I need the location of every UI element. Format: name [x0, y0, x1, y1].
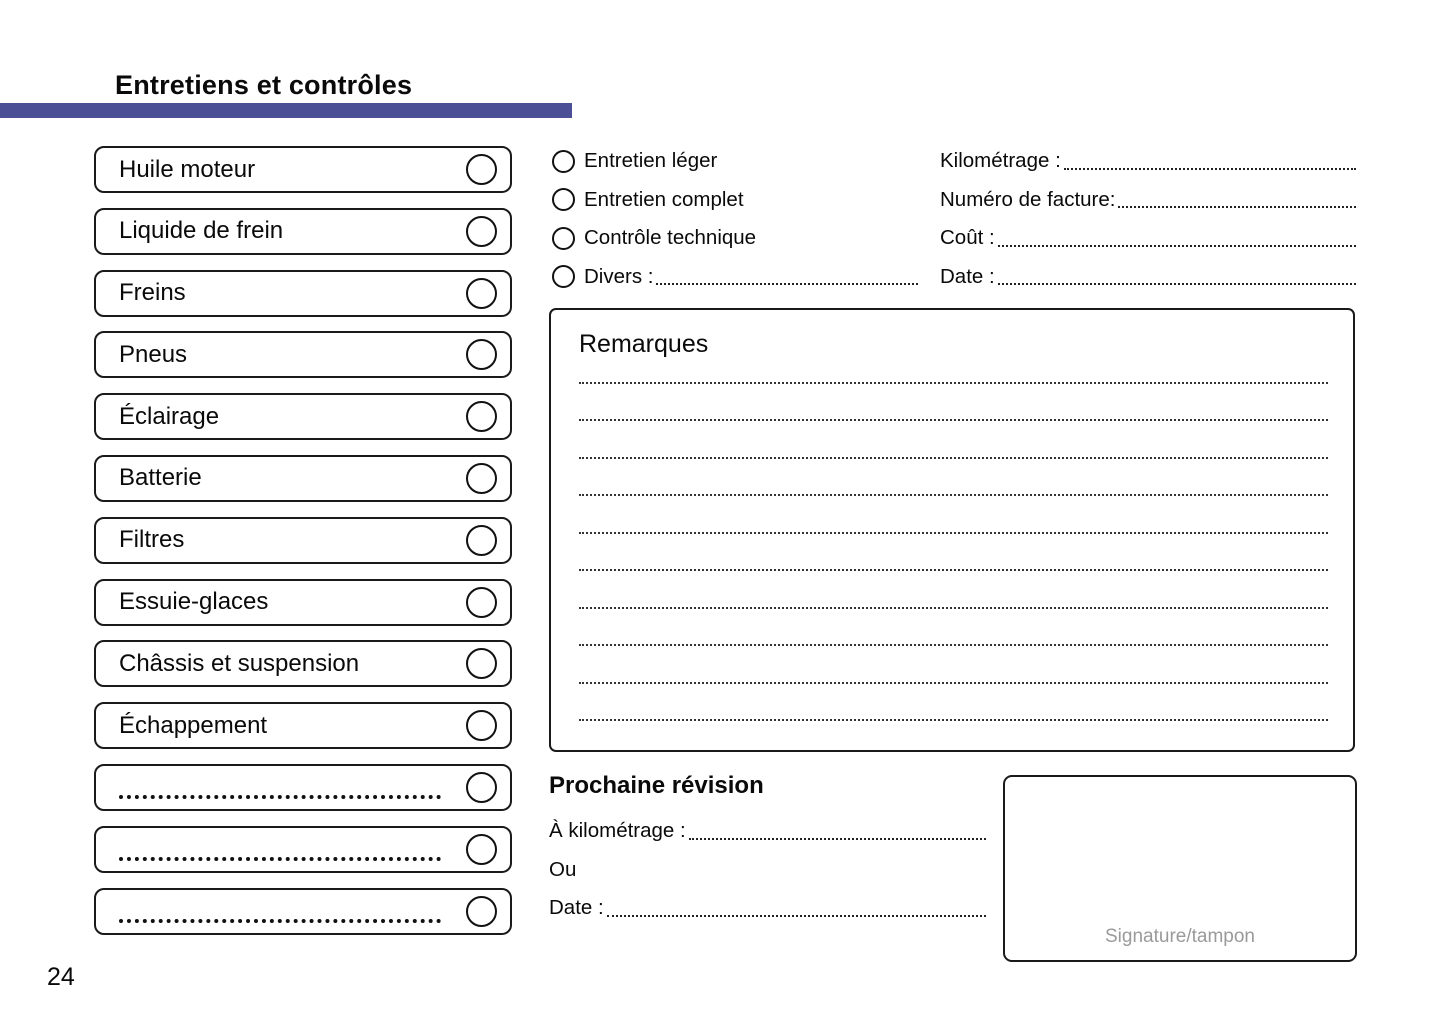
next-service-title: Prochaine révision: [549, 772, 764, 799]
service-type-option: [552, 142, 918, 181]
field-label: Date :: [549, 896, 604, 920]
remarks-line: [579, 421, 1328, 459]
fill-in-dots: [119, 919, 441, 923]
fill-in-dots: [656, 283, 918, 285]
service-type-option: [552, 258, 918, 297]
remarks-line: [579, 384, 1328, 422]
check-circle[interactable]: [466, 896, 497, 927]
fill-in-dots: [689, 838, 986, 840]
checklist-item: [94, 331, 512, 378]
check-circle[interactable]: [466, 463, 497, 494]
checklist-item: [94, 579, 512, 626]
check-circle[interactable]: [466, 648, 497, 679]
fill-in-dots: [1118, 206, 1356, 208]
field-label: Date :: [940, 264, 995, 288]
option-label: Divers :: [584, 264, 654, 288]
fill-in-dots: [119, 857, 441, 861]
checklist-item-blank: [94, 764, 512, 811]
checklist-item: [94, 393, 512, 440]
remarks-box: [549, 308, 1355, 752]
invoice-fields: [940, 142, 1356, 296]
checklist-item: [94, 640, 512, 687]
option-label: Entretien léger: [584, 149, 718, 173]
check-circle[interactable]: [466, 401, 497, 432]
option-circle[interactable]: [552, 150, 575, 173]
check-circle[interactable]: [466, 339, 497, 370]
page-number: 24: [47, 963, 75, 991]
checklist-item-label: Freins: [119, 279, 186, 307]
option-circle[interactable]: [552, 188, 575, 211]
checklist-item-label: Châssis et suspension: [119, 649, 360, 677]
checklist-item-label: [119, 890, 466, 933]
fill-in-dots: [119, 795, 441, 799]
invoice-field: [940, 219, 1356, 258]
field-label: Kilométrage :: [940, 149, 1061, 173]
remarks-line: [579, 571, 1328, 609]
checklist-item-blank: [94, 888, 512, 935]
next-service-field: [549, 812, 986, 851]
invoice-field: [940, 181, 1356, 220]
checklist-item: [94, 270, 512, 317]
checklist-item-blank: [94, 826, 512, 873]
check-circle[interactable]: [466, 525, 497, 556]
title-accent-bar: [0, 103, 572, 118]
service-type-option: [552, 219, 918, 258]
checklist-item-label: Batterie: [119, 464, 202, 492]
checklist-item-label: Pneus: [119, 340, 188, 368]
next-service-field: [549, 851, 986, 890]
remarks-title: Remarques: [579, 330, 709, 358]
checklist-item: [94, 702, 512, 749]
checklist-item-label: Échappement: [119, 711, 268, 739]
checklist-item-label: [119, 766, 466, 809]
option-circle[interactable]: [552, 227, 575, 250]
checklist-item: [94, 146, 512, 193]
field-label: Numéro de facture:: [940, 187, 1116, 211]
check-circle[interactable]: [466, 710, 497, 741]
remarks-line: [579, 684, 1328, 722]
page-title: Entretiens et contrôles: [115, 70, 413, 100]
checklist-item-label: Essuie-glaces: [119, 588, 269, 616]
check-circle[interactable]: [466, 834, 497, 865]
checklist-item-label: Éclairage: [119, 402, 220, 430]
remarks-line: [579, 496, 1328, 534]
check-circle[interactable]: [466, 587, 497, 618]
option-circle[interactable]: [552, 265, 575, 288]
fill-in-dots: [1064, 168, 1356, 170]
maintenance-checklist: [94, 146, 512, 935]
option-label: Entretien complet: [584, 187, 744, 211]
signature-box: [1003, 775, 1357, 962]
remarks-line: [579, 534, 1328, 572]
remarks-line: [579, 346, 1328, 384]
checklist-item: [94, 208, 512, 255]
service-type-option: [552, 181, 918, 220]
remarks-lines: [579, 346, 1328, 721]
invoice-field: [940, 142, 1356, 181]
fill-in-dots: [607, 915, 986, 917]
fill-in-dots: [998, 283, 1356, 285]
check-circle[interactable]: [466, 216, 497, 247]
checklist-item-label: Huile moteur: [119, 155, 256, 183]
checklist-item-label: [119, 828, 466, 871]
checklist-item: [94, 517, 512, 564]
remarks-line: [579, 646, 1328, 684]
fill-in-dots: [998, 245, 1356, 247]
checklist-item: [94, 455, 512, 502]
next-service-section: [549, 772, 986, 928]
remarks-line: [579, 609, 1328, 647]
option-label: Contrôle technique: [584, 226, 757, 250]
check-circle[interactable]: [466, 772, 497, 803]
next-service-fields: [549, 812, 986, 928]
field-label: Ou: [549, 857, 577, 881]
signature-label: Signature/tampon: [1105, 926, 1255, 947]
checklist-item-label: Filtres: [119, 526, 185, 554]
field-label: À kilométrage :: [549, 819, 686, 843]
service-type-options: [552, 142, 918, 296]
field-label: Coût :: [940, 226, 995, 250]
invoice-field: [940, 258, 1356, 297]
check-circle[interactable]: [466, 278, 497, 309]
next-service-field: [549, 889, 986, 928]
checklist-item-label: Liquide de frein: [119, 217, 284, 245]
remarks-line: [579, 459, 1328, 497]
check-circle[interactable]: [466, 154, 497, 185]
